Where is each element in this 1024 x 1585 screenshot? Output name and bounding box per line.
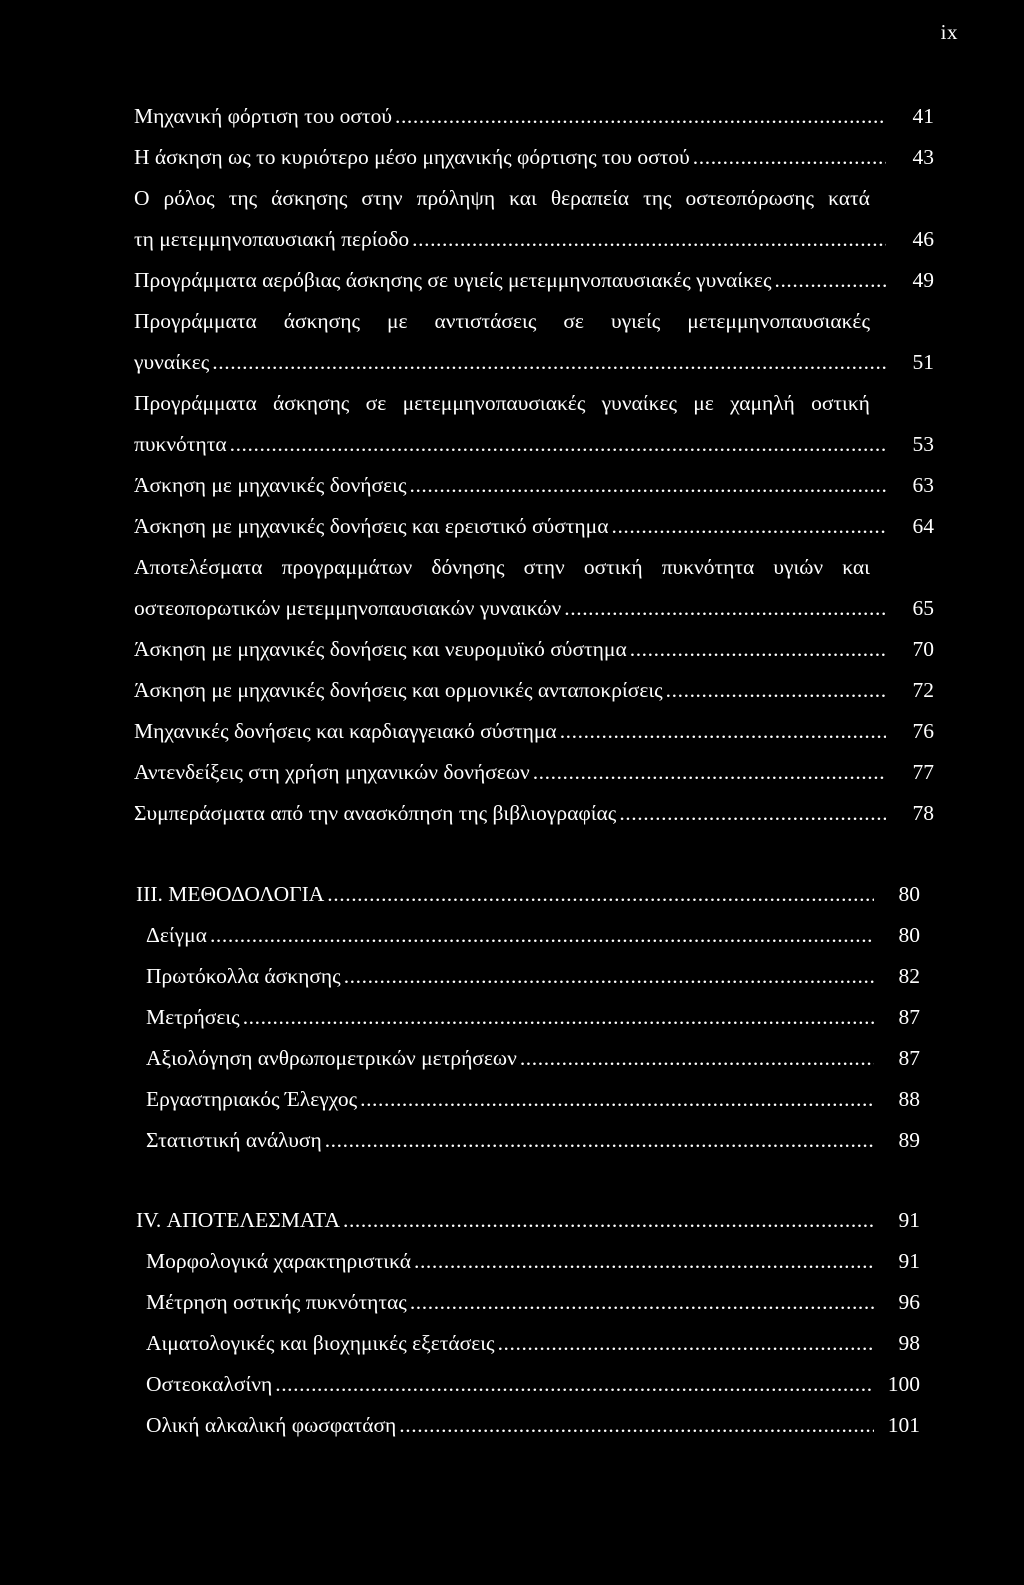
dot-leader	[410, 1282, 874, 1323]
toc-entry[interactable]	[134, 301, 934, 383]
dot-leader	[212, 342, 886, 383]
toc-entry[interactable]	[134, 137, 934, 178]
toc-entry-page: 77	[912, 760, 934, 784]
toc-subentry[interactable]	[146, 1282, 920, 1323]
dot-leader	[414, 1241, 874, 1282]
toc-entry-title: Άσκηση με μηχανικές δονήσεις και ορμονικές ανταποκρίσεις	[134, 678, 663, 702]
dot-leader	[693, 137, 886, 178]
toc-entry-page: 72	[912, 678, 934, 702]
toc-entry[interactable]	[134, 465, 934, 506]
toc-entry-title: Εργαστηριακός Έλεγχος	[146, 1087, 358, 1111]
dot-leader	[409, 465, 886, 506]
toc-entry-title: Αντενδείξεις στη χρήση μηχανικών δονήσεων	[134, 760, 530, 784]
toc-entry-page: 89	[898, 1128, 920, 1152]
toc-entry-title: Άσκηση με μηχανικές δονήσεις και νευρομυϊκό σύστημα	[134, 637, 627, 661]
toc-entry-title: Πρωτόκολλα άσκησης	[146, 964, 341, 988]
toc-entry-page: 64	[912, 514, 934, 538]
toc-subentry[interactable]	[146, 1079, 920, 1120]
toc-entry-page: 80	[898, 923, 920, 947]
toc-entry-page: 51	[912, 350, 934, 374]
dot-leader	[630, 629, 886, 670]
toc-subentry[interactable]	[146, 915, 920, 956]
dot-leader	[520, 1038, 874, 1079]
dot-leader	[611, 506, 886, 547]
toc-entry-page: 46	[912, 227, 934, 251]
toc-entry-title: Μηχανική φόρτιση του οστού	[134, 104, 392, 128]
toc-section-title: III. ΜΕΘΟΔΟΛΟΓΙΑ	[136, 882, 325, 906]
toc-entry[interactable]	[134, 711, 934, 752]
toc-subentry[interactable]	[146, 1364, 920, 1405]
toc-section-page: 91	[898, 1208, 920, 1232]
toc-entry-page: 76	[912, 719, 934, 743]
dot-leader	[498, 1323, 874, 1364]
toc-entry-page: 91	[898, 1249, 920, 1273]
toc-entry-title: Οστεοκαλσίνη	[146, 1372, 273, 1396]
toc-entry[interactable]	[134, 629, 934, 670]
dot-leader	[533, 752, 886, 793]
toc-entry-page: 43	[912, 145, 934, 169]
dot-leader	[327, 874, 874, 915]
toc-entry[interactable]	[134, 178, 934, 260]
toc-entry-title: πυκνότητα	[134, 432, 227, 456]
toc-entry[interactable]	[134, 752, 934, 793]
toc-entry[interactable]	[134, 506, 934, 547]
toc-subentry[interactable]	[146, 1323, 920, 1364]
toc-section-heading-methodology[interactable]	[136, 874, 920, 915]
toc-subentry[interactable]	[146, 1120, 920, 1161]
toc-entry-title: Προγράμματα αερόβιας άσκησης σε υγιείς μετεμμηνοπαυσιακές γυναίκες	[134, 268, 772, 292]
toc-subentry[interactable]	[146, 997, 920, 1038]
toc-entry-page: 100	[887, 1372, 920, 1396]
toc-entry[interactable]	[134, 96, 934, 137]
toc-section-title: IV. ΑΠΟΤΕΛΕΣΜΑΤΑ	[136, 1208, 340, 1232]
toc-entry-page: 53	[912, 432, 934, 456]
toc-entry-page: 41	[912, 104, 934, 128]
dot-leader	[666, 670, 886, 711]
page-number: ix	[940, 20, 958, 44]
toc-entry-title: Δείγμα	[146, 923, 207, 947]
toc-entry-title: Άσκηση με μηχανικές δονήσεις	[134, 473, 407, 497]
toc-entry-page: 88	[898, 1087, 920, 1111]
toc-entry-title-line1: Προγράμματα άσκησης σε μετεμμηνοπαυσιακές γυναίκες με χαμηλή οστική	[134, 391, 870, 415]
toc-entry-title: Στατιστική ανάλυση	[146, 1128, 322, 1152]
toc-subentry[interactable]	[146, 1241, 920, 1282]
toc-entry-page: 70	[912, 637, 934, 661]
dot-leader	[774, 260, 886, 301]
toc-entry-title-line1: Προγράμματα άσκησης με αντιστάσεις σε υγιείς μετεμμηνοπαυσιακές	[134, 309, 870, 333]
toc-entry-page: 98	[898, 1331, 920, 1355]
toc-entry[interactable]	[134, 547, 934, 629]
dot-leader	[395, 96, 886, 137]
toc-entry[interactable]	[134, 383, 934, 465]
toc-entry-title: Συμπεράσματα από την ανασκόπηση της βιβλιογραφίας	[134, 801, 617, 825]
toc-entry-page: 82	[898, 964, 920, 988]
toc-entry-page: 65	[912, 596, 934, 620]
dot-leader	[275, 1364, 874, 1405]
dot-leader	[360, 1079, 874, 1120]
toc-entry-page: 87	[898, 1005, 920, 1029]
dot-leader	[230, 424, 886, 465]
toc-entry-title: Μορφολογικά χαρακτηριστικά	[146, 1249, 411, 1273]
dot-leader	[343, 1200, 874, 1241]
toc-entry-title: Αξιολόγηση ανθρωπομετρικών μετρήσεων	[146, 1046, 517, 1070]
toc-entry-page: 87	[898, 1046, 920, 1070]
dot-leader	[325, 1120, 874, 1161]
toc-entry-page: 96	[898, 1290, 920, 1314]
dot-leader	[564, 588, 886, 629]
dot-leader	[243, 997, 874, 1038]
toc-entry-title: Μέτρηση οστικής πυκνότητας	[146, 1290, 407, 1314]
toc-entry-title: Μετρήσεις	[146, 1005, 240, 1029]
toc-entry[interactable]	[134, 793, 934, 834]
toc-entry-title: Ολική αλκαλική φωσφατάση	[146, 1413, 397, 1437]
toc-entry[interactable]	[134, 260, 934, 301]
toc-entry-title: τη μετεμμηνοπαυσιακή περίοδο	[134, 227, 410, 251]
toc-subentry[interactable]	[146, 1405, 920, 1446]
dot-leader	[619, 793, 886, 834]
toc-entry-page: 78	[912, 801, 934, 825]
toc-entry-title-line1: Ο ρόλος της άσκησης στην πρόληψη και θεραπεία της οστεοπόρωσης κατά	[134, 186, 870, 210]
dot-leader	[344, 956, 874, 997]
toc-entry[interactable]	[134, 670, 934, 711]
toc-entry-title: Άσκηση με μηχανικές δονήσεις και ερειστικό σύστημα	[134, 514, 609, 538]
toc-entry-title: Μηχανικές δονήσεις και καρδιαγγειακό σύστημα	[134, 719, 557, 743]
toc-section-heading-results[interactable]	[136, 1200, 920, 1241]
dot-leader	[560, 711, 886, 752]
dot-leader	[210, 915, 874, 956]
dot-leader	[412, 219, 886, 260]
toc-entry-title: γυναίκες	[134, 350, 210, 374]
toc-entry-page: 49	[912, 268, 934, 292]
toc-entry-page: 63	[912, 473, 934, 497]
toc-subentry[interactable]	[146, 1038, 920, 1079]
dot-leader	[399, 1405, 874, 1446]
toc-entry-title: οστεοπορωτικών μετεμμηνοπαυσιακών γυναικών	[134, 596, 562, 620]
toc-entry-title: Η άσκηση ως το κυριότερο μέσο μηχανικής φόρτισης του οστού	[134, 145, 690, 169]
toc-section-page: 80	[898, 882, 920, 906]
toc-entry-title-line1: Αποτελέσματα προγραμμάτων δόνησης στην οστική πυκνότητα υγιών και	[134, 555, 870, 579]
toc-entry-page: 101	[887, 1413, 920, 1437]
toc-subentry[interactable]	[146, 956, 920, 997]
toc-entry-title: Αιματολογικές και βιοχημικές εξετάσεις	[146, 1331, 495, 1355]
